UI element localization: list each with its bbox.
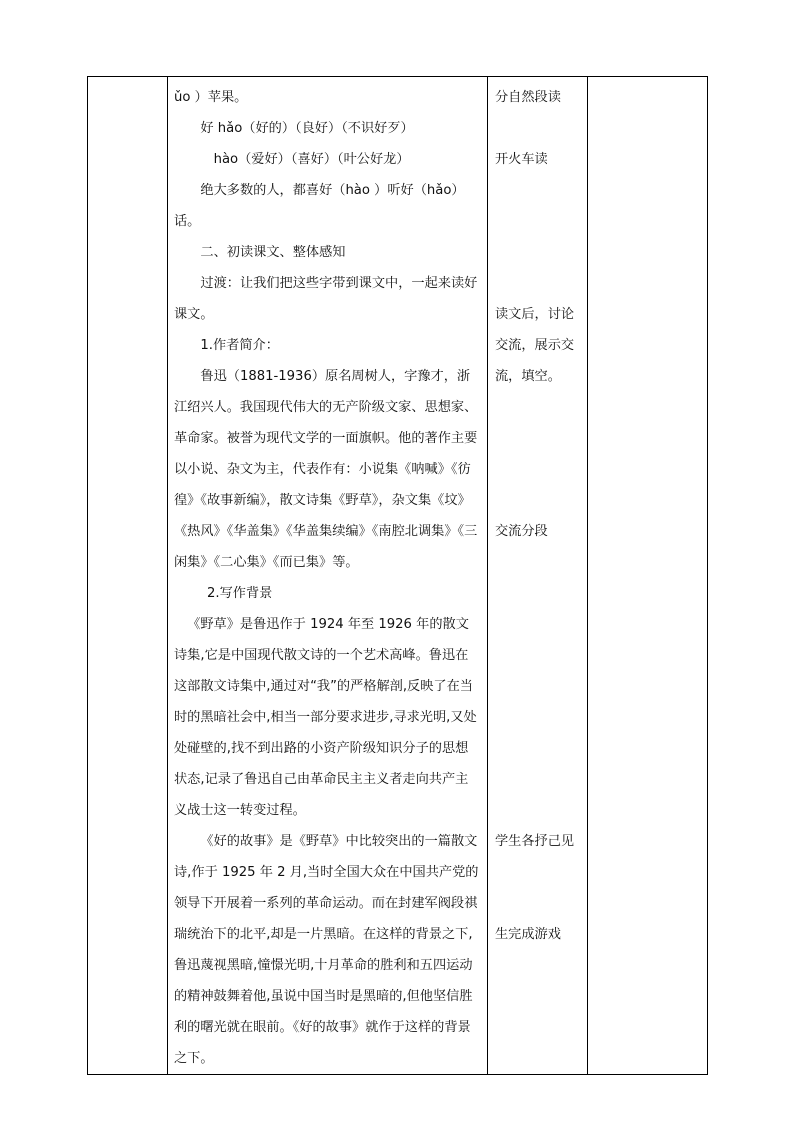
section-heading-reading: 二、初读课文、整体感知 (200, 245, 346, 260)
teaching-content (168, 77, 487, 1074)
lesson-plan-table (87, 76, 708, 1075)
pinyin-line-4: 绝大多数的人，都喜好（hào ）听好（hǎo）话。 (174, 183, 465, 229)
blank-column-left (88, 77, 168, 1075)
student-activity-cell (488, 77, 588, 1075)
pinyin-line-3: hào（爱好）（喜好）（叶公好龙） (213, 152, 410, 167)
activity-note-6: 生完成游戏 (495, 927, 561, 942)
activity-note-2: 开火车读 (495, 152, 548, 167)
activity-note-5: 学生各抒己见 (495, 834, 575, 849)
transition-text: 过渡：让我们把这些字带到课文中，一起来读好课文。 (174, 276, 478, 322)
pinyin-line-2: 好 hǎo（好的）（良好）（不识好歹） (200, 121, 414, 136)
author-intro-text: 鲁迅（1881-1936）原名周树人，字豫才，浙江绍兴人。我国现代伟大的无产阶级文家、思想家、革命家。被誉为现代文学的一面旗帜。他的著作主要以小说、杂文为主，代表作有：小说集《呐喊》《彷徨》《故事新编》，散文诗集《野草》，杂文集《坟》《热风》《华盖集》《华盖集续编》《南腔北调集》《三闲集》《二心集》《而已集》等。 (174, 369, 478, 570)
background-paragraph-1: 《野草》是鲁迅作于 1924 年至 1926 年的散文诗集,它是中国现代散文诗的一个艺术高峰。鲁迅在这部散文诗集中,通过对“我”的严格解剖,反映了在当时的黑暗社会中,相当一部分要求进步,寻求光明,又处处碰壁的,找不到出路的小资产阶级知识分子的思想状态,记录了鲁迅自己由革命民主主义者走向共产主义战士这一转变过程。 (174, 617, 477, 818)
pinyin-line-1: ǔo ）苹果。 (174, 90, 248, 105)
author-intro-heading: 1.作者简介： (200, 338, 279, 353)
background-paragraph-2: 《好的故事》是《野草》中比较突出的一篇散文诗,作于 1925 年 2 月,当时全国大众在中国共产党的领导下开展着一系列的革命运动。而在封建军阀段祺瑞统治下的北平,却是一片黑暗。在这样的背景之下,鲁迅蔑视黑暗,憧憬光明,十月革命的胜利和五四运动的精神鼓舞着他,虽说中国当时是黑暗的,但他坚信胜利的曙光就在眼前。《好的故事》就作于这样的背景之下。 (174, 834, 479, 1066)
teaching-content-cell (168, 77, 488, 1075)
activity-note-3: 读文后，讨论交流，展示交流，填空。 (495, 307, 575, 384)
background-heading: 2.写作背景 (207, 586, 273, 601)
activity-note-1: 分自然段读 (495, 90, 561, 105)
activity-note-4: 交流分段 (495, 524, 548, 539)
blank-column-right (588, 77, 708, 1075)
